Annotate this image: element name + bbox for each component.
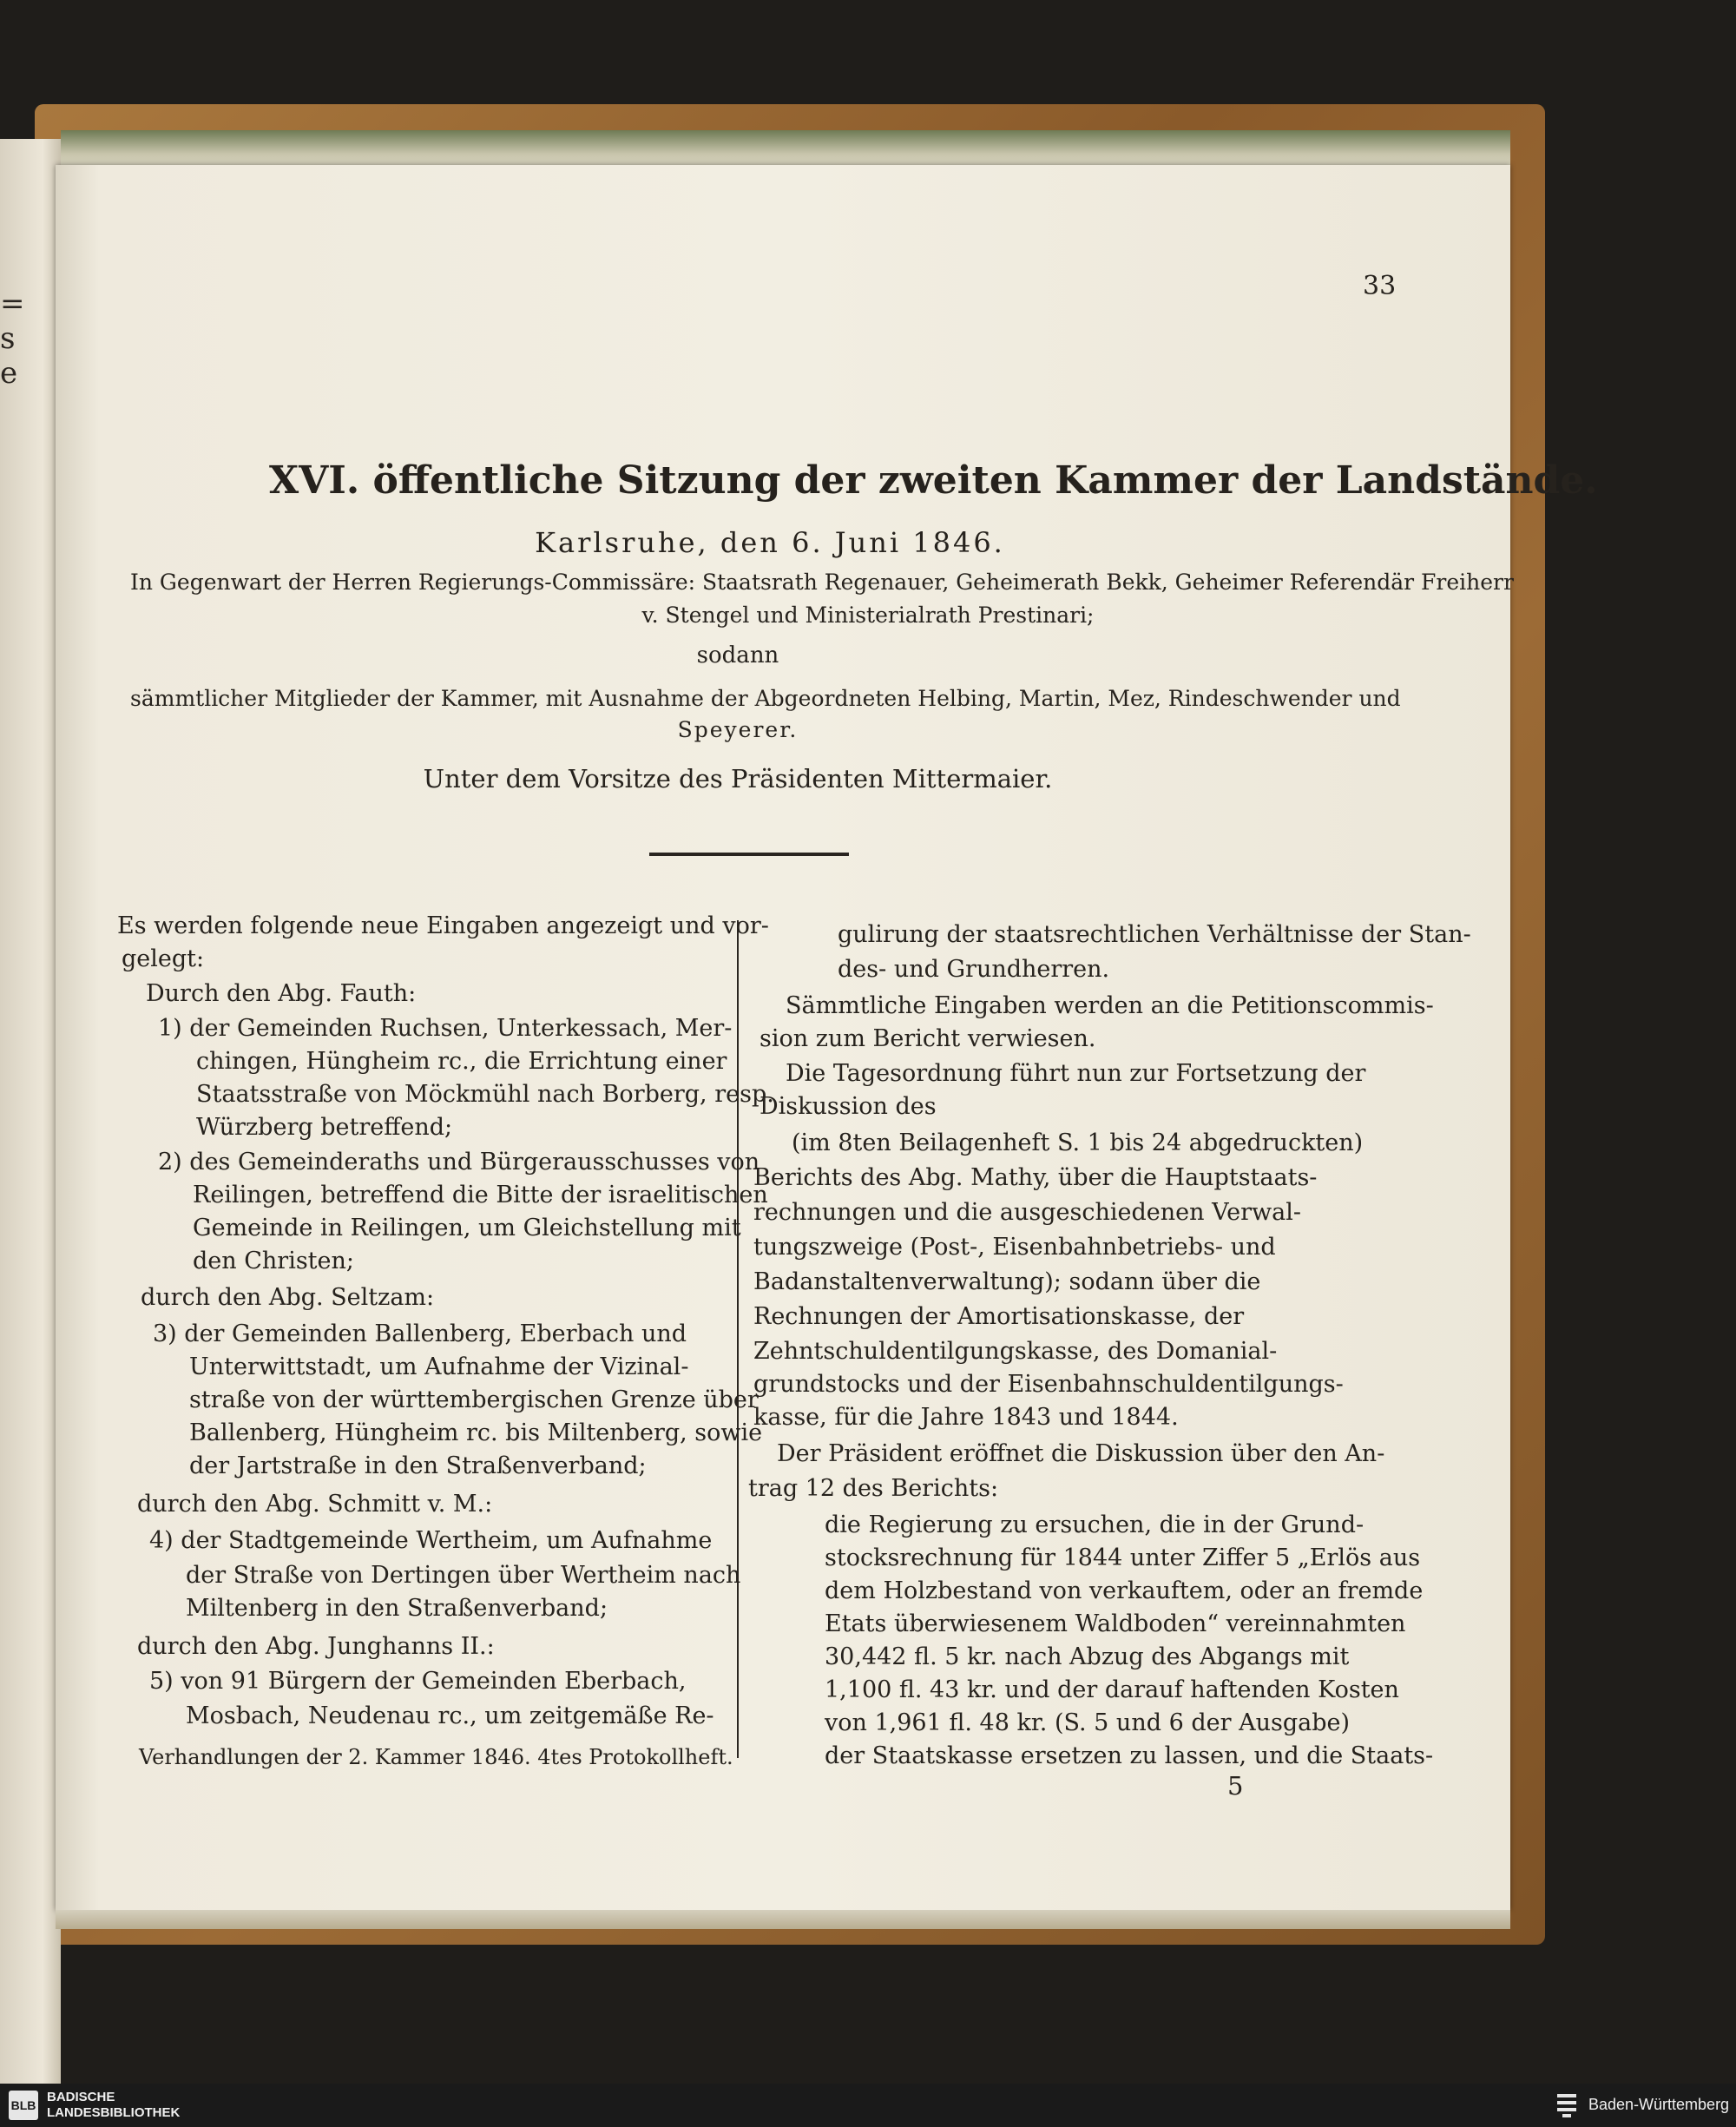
- text-line: Es werden folgende neue Eingaben angezeigt und vor-: [117, 912, 769, 939]
- text-line: 30,442 fl. 5 kr. nach Abzug des Abgangs mit: [825, 1643, 1350, 1670]
- text-line: Staatsstraße von Möckmühl nach Borberg, resp.: [196, 1081, 774, 1108]
- text-line: Zehntschuldentilgungskasse, des Domanial-: [753, 1338, 1278, 1365]
- column-divider: [737, 920, 739, 1758]
- text-line: Badanstaltenverwaltung); sodann über die: [753, 1268, 1261, 1295]
- session-title: XVI. öffentliche Sitzung der zweiten Kammer der Landstände.: [269, 458, 1598, 503]
- text-line: Würzberg betreffend;: [196, 1114, 453, 1141]
- left-page-fragment: e: [0, 356, 18, 391]
- text-line: durch den Abg. Seltzam:: [141, 1284, 435, 1311]
- text-line: Berichts des Abg. Mathy, über die Hauptstaats-: [753, 1164, 1318, 1191]
- text-line: (im 8ten Beilagenheft S. 1 bis 24 abgedruckten): [792, 1129, 1364, 1156]
- text-line: dem Holzbestand von verkauftem, oder an fremde: [825, 1577, 1424, 1604]
- text-line: des- und Grundherren.: [838, 956, 1110, 983]
- text-line: der Jartstraße in den Straßenverband;: [189, 1452, 647, 1479]
- section-rule: [649, 853, 849, 856]
- text-line: von 1,961 fl. 48 kr. (S. 5 und 6 der Ausgabe): [825, 1709, 1351, 1736]
- text-line: grundstocks und der Eisenbahnschuldentilgungs-: [753, 1371, 1344, 1398]
- text-line: chingen, Hüngheim rc., die Errichtung einer: [196, 1048, 727, 1075]
- text-line: Etats überwiesenem Waldboden“ vereinnahmten: [825, 1610, 1406, 1637]
- text-line: Diskussion des: [760, 1093, 937, 1120]
- text-line: 4) der Stadtgemeinde Wertheim, um Aufnahme: [149, 1527, 713, 1554]
- presence-line-1: In Gegenwart der Herren Regierungs-Commissäre: Staatsrath Regenauer, Geheimerath Bekk, Geheimer Referendär Freiherr: [130, 570, 1514, 595]
- text-line: stocksrechnung für 1844 unter Ziffer 5 „Erlös aus: [825, 1544, 1421, 1571]
- signature-mark: 5: [1227, 1771, 1244, 1801]
- left-page-fragment: =: [0, 286, 25, 321]
- text-line: durch den Abg. Junghanns II.:: [137, 1633, 495, 1660]
- text-line: Rechnungen der Amortisationskasse, der: [753, 1303, 1245, 1330]
- presence-line-2: v. Stengel und Ministerialrath Prestinari;: [641, 603, 1095, 628]
- text-line: der Straße von Dertingen über Wertheim nach: [186, 1562, 741, 1589]
- text-line: 1,100 fl. 43 kr. und der darauf haftenden Kosten: [825, 1676, 1399, 1703]
- text-line: Ballenberg, Hüngheim rc. bis Miltenberg, sowie: [189, 1419, 763, 1446]
- text-line: Mosbach, Neudenau rc., um zeitgemäße Re-: [186, 1702, 714, 1729]
- dateline: Karlsruhe, den 6. Juni 1846.: [535, 526, 1005, 559]
- text-line: gelegt:: [122, 945, 205, 972]
- blb-logo[interactable]: BLB: [9, 2091, 38, 2120]
- text-line: rechnungen und die ausgeschiedenen Verwal-: [753, 1199, 1301, 1226]
- text-line: 1) der Gemeinden Ruchsen, Unterkessach, Mer-: [158, 1015, 733, 1042]
- page-bottom-edge: [56, 1910, 1510, 1929]
- text-line: Miltenberg in den Straßenverband;: [186, 1595, 608, 1622]
- members-line-2: Speyerer.: [677, 717, 799, 742]
- text-line: die Regierung zu ersuchen, die in der Grund-: [825, 1511, 1364, 1538]
- text-line: Reilingen, betreffend die Bitte der israelitischen: [193, 1182, 768, 1208]
- text-line: sion zum Bericht verwiesen.: [760, 1025, 1096, 1052]
- baden-wuerttemberg-lions-icon[interactable]: [1554, 2091, 1580, 2120]
- members-line-1: sämmtlicher Mitglieder der Kammer, mit Ausnahme der Abgeordneten Helbing, Martin, Mez, Rindeschwender und: [130, 686, 1401, 711]
- left-page-edge: [0, 139, 61, 2084]
- running-foot: Verhandlungen der 2. Kammer 1846. 4tes Protokollheft.: [139, 1745, 733, 1769]
- text-line: Unterwittstadt, um Aufnahme der Vizinal-: [189, 1353, 689, 1380]
- text-line: 2) des Gemeinderaths und Bürgerausschusses von: [158, 1149, 760, 1175]
- chair-line: Unter dem Vorsitze des Präsidenten Mittermaier.: [423, 764, 1053, 794]
- text-line: Gemeinde in Reilingen, um Gleichstellung mit: [193, 1215, 741, 1241]
- text-line: kasse, für die Jahre 1843 und 1844.: [753, 1404, 1179, 1431]
- text-line: tungszweige (Post-, Eisenbahnbetriebs- und: [753, 1234, 1276, 1261]
- text-line: gulirung der staatsrechtlichen Verhältnisse der Stan-: [838, 921, 1471, 948]
- left-page-fragment: s: [0, 321, 16, 356]
- text-line: 5) von 91 Bürgern der Gemeinden Eberbach,: [149, 1668, 687, 1695]
- page-number: 33: [1363, 271, 1397, 301]
- library-bar: [0, 2084, 1736, 2127]
- sodann-line: sodann: [696, 642, 779, 668]
- text-line: Der Präsident eröffnet die Diskussion über den An-: [777, 1440, 1385, 1467]
- library-name-line-1: BADISCHE: [47, 2090, 115, 2104]
- text-line: Die Tagesordnung führt nun zur Fortsetzung der: [786, 1060, 1366, 1087]
- partner-name[interactable]: Baden-Württemberg: [1588, 2096, 1730, 2113]
- text-line: der Staatskasse ersetzen zu lassen, und die Staats-: [825, 1742, 1434, 1769]
- library-name[interactable]: [47, 2090, 180, 2121]
- text-line: trag 12 des Berichts:: [748, 1475, 999, 1502]
- library-name-line-2: LANDESBIBLIOTHEK: [47, 2105, 181, 2120]
- text-line: Sämmtliche Eingaben werden an die Petitionscommis-: [786, 992, 1434, 1019]
- text-line: straße von der württembergischen Grenze über: [189, 1386, 759, 1413]
- text-line: den Christen;: [193, 1248, 354, 1274]
- text-line: durch den Abg. Schmitt v. M.:: [137, 1491, 493, 1518]
- text-line: 3) der Gemeinden Ballenberg, Eberbach und: [153, 1320, 687, 1347]
- text-line: Durch den Abg. Fauth:: [146, 980, 417, 1007]
